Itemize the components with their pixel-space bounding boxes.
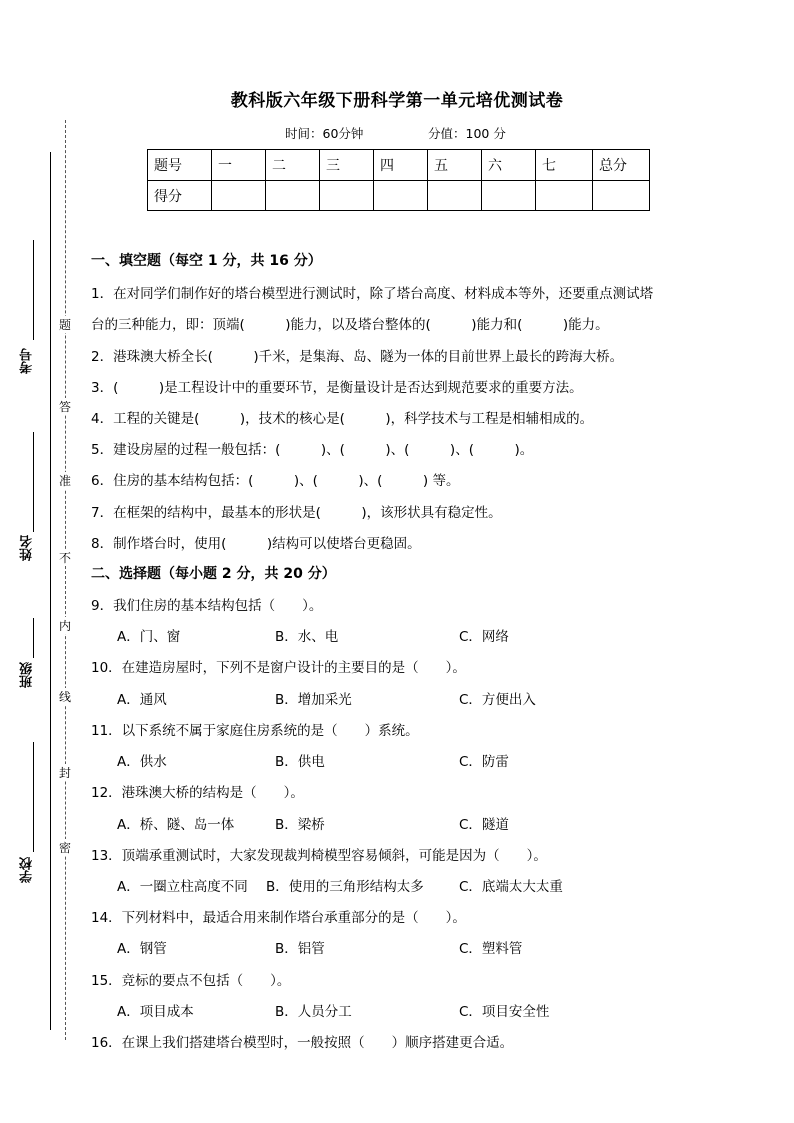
question-text: 台的三种能力，即：顶端( )能力，以及塔台整体的( )能力和( )能力。 — [91, 317, 609, 333]
section-heading: 二、选择题（每小题 2 分，共 20 分） — [91, 566, 336, 582]
question-text: 2．港珠澳大桥全长( )千米，是集海、岛、隧为一体的目前世界上最长的跨海大桥。 — [91, 349, 624, 365]
option-b[interactable]: B．梁桥 — [275, 817, 325, 833]
score-cell[interactable] — [536, 181, 593, 211]
option-a[interactable]: A．一圈立柱高度不同 — [117, 879, 248, 895]
class-field[interactable] — [33, 618, 34, 658]
table-header-cell: 六 — [482, 150, 536, 181]
binding-margin-rule — [50, 152, 51, 1030]
seal-char: 内 — [58, 619, 71, 633]
student-id-field[interactable] — [33, 240, 34, 340]
option-c[interactable]: C．底端太大太重 — [459, 879, 563, 895]
name-label: 姓名 — [20, 535, 35, 561]
student-id-label: 考号 — [20, 348, 35, 374]
question-text: 15．竞标的要点不包括（ ）。 — [91, 973, 291, 989]
table-header-cell: 总分 — [593, 150, 650, 181]
school-label: 学校 — [20, 857, 35, 883]
option-c[interactable]: C．防雷 — [459, 754, 509, 770]
exam-title: 教科版六年级下册科学第一单元培优测试卷 — [230, 91, 564, 111]
seal-cut-line — [65, 120, 66, 1040]
question-text: 4．工程的关键是( )，技术的核心是( )，科学技术与工程是相辅相成的。 — [91, 411, 594, 427]
question-text: 12．港珠澳大桥的结构是（ ）。 — [91, 785, 304, 801]
option-b[interactable]: B．增加采光 — [275, 692, 352, 708]
option-c[interactable]: C．项目安全性 — [459, 1004, 550, 1020]
option-c[interactable]: C．网络 — [459, 629, 509, 645]
option-b[interactable]: B．人员分工 — [275, 1004, 352, 1020]
question-text: 5．建设房屋的过程一般包括：( )、( )、( )、( )。 — [91, 442, 534, 458]
table-header-cell: 七 — [536, 150, 593, 181]
score-cell[interactable] — [428, 181, 482, 211]
option-a[interactable]: A．项目成本 — [117, 1004, 194, 1020]
question-text: 1．在对同学们制作好的塔台模型进行测试时，除了塔台高度、材料成本等外，还要重点测试塔 — [91, 286, 654, 302]
score-cell[interactable] — [266, 181, 320, 211]
seal-char: 题 — [58, 318, 71, 332]
score-cell[interactable] — [212, 181, 266, 211]
seal-char: 答 — [58, 400, 71, 414]
table-row-label: 得分 — [148, 181, 212, 211]
seal-char: 线 — [58, 690, 71, 704]
seal-char: 不 — [58, 551, 71, 565]
question-text: 8．制作塔台时，使用( )结构可以使塔台更稳固。 — [91, 536, 421, 552]
option-b[interactable]: B．水、电 — [275, 629, 339, 645]
score-table-score-row — [148, 181, 650, 211]
section-heading: 一、填空题（每空 1 分，共 16 分） — [91, 253, 322, 269]
seal-char: 准 — [58, 474, 71, 488]
score-cell[interactable] — [374, 181, 428, 211]
score-table-header-row — [148, 150, 650, 181]
option-c[interactable]: C．隧道 — [459, 817, 509, 833]
table-header-cell: 题号 — [148, 150, 212, 181]
table-header-cell: 二 — [266, 150, 320, 181]
option-a[interactable]: A．门、窗 — [117, 629, 181, 645]
question-text: 7．在框架的结构中，最基本的形状是( )，该形状具有稳定性。 — [91, 505, 502, 521]
seal-char: 封 — [58, 766, 71, 780]
question-text: 13．顶端承重测试时，大家发现裁判椅模型容易倾斜，可能是因为（ ）。 — [91, 848, 547, 864]
seal-char: 密 — [58, 841, 71, 855]
option-b[interactable]: B．使用的三角形结构太多 — [266, 879, 424, 895]
question-text: 14．下列材料中，最适合用来制作塔台承重部分的是（ ）。 — [91, 910, 466, 926]
score-table — [147, 149, 650, 211]
question-text: 11．以下系统不属于家庭住房系统的是（ ）系统。 — [91, 723, 419, 739]
option-a[interactable]: A．桥、隧、岛一体 — [117, 817, 235, 833]
option-c[interactable]: C．塑料管 — [459, 941, 523, 957]
question-text: 10．在建造房屋时，下列不是窗户设计的主要目的是（ ）。 — [91, 660, 466, 676]
class-label: 班级 — [20, 662, 35, 688]
total-score: 分值：100 分 — [428, 126, 506, 141]
question-text: 6．住房的基本结构包括：( )、( )、( ) 等。 — [91, 473, 460, 489]
option-b[interactable]: B．供电 — [275, 754, 325, 770]
time-limit: 时间：60分钟 — [285, 126, 364, 141]
option-a[interactable]: A．供水 — [117, 754, 167, 770]
score-cell[interactable] — [320, 181, 374, 211]
table-header-cell: 四 — [374, 150, 428, 181]
option-a[interactable]: A．钢管 — [117, 941, 167, 957]
question-text: 9．我们住房的基本结构包括（ ）。 — [91, 598, 323, 614]
question-text: 16．在课上我们搭建塔台模型时，一般按照（ ）顺序搭建更合适。 — [91, 1035, 514, 1051]
school-field[interactable] — [33, 742, 34, 852]
name-field[interactable] — [33, 432, 34, 532]
table-header-cell: 五 — [428, 150, 482, 181]
score-cell[interactable] — [593, 181, 650, 211]
question-text: 3．( )是工程设计中的重要环节，是衡量设计是否达到规范要求的重要方法。 — [91, 380, 583, 396]
table-header-cell: 一 — [212, 150, 266, 181]
option-a[interactable]: A．通风 — [117, 692, 167, 708]
option-c[interactable]: C．方便出入 — [459, 692, 536, 708]
score-cell[interactable] — [482, 181, 536, 211]
table-header-cell: 三 — [320, 150, 374, 181]
option-b[interactable]: B．铝管 — [275, 941, 325, 957]
